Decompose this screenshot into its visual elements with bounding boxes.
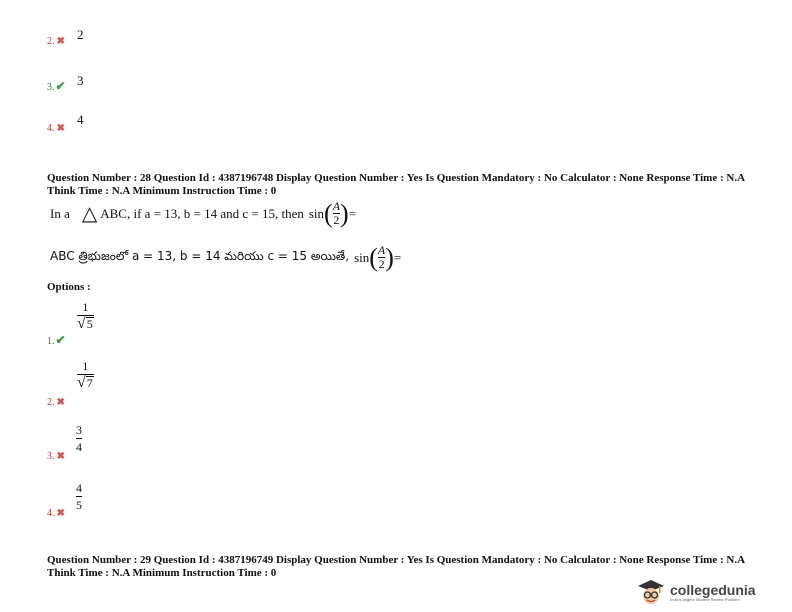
right-paren-icon: )	[340, 198, 349, 228]
logo-tagline: India's largest Student Review Platform	[670, 596, 740, 602]
logo-name: collegedunia	[670, 581, 756, 598]
equals-sign: =	[348, 205, 357, 221]
fraction-numerator: A	[377, 243, 386, 257]
wrong-icon: ✖	[56, 36, 65, 47]
question-body-telugu: ABC త్రిభుజంలో a = 13, b = 14 మరియు c = 15 అయితే,	[50, 249, 350, 263]
sin-label: sin	[308, 205, 325, 221]
option-3	[47, 446, 65, 464]
fraction-a-over-2	[333, 200, 340, 227]
numerator: 1	[82, 359, 89, 373]
option-number: 2.	[47, 36, 55, 47]
numerator: 3	[76, 423, 82, 437]
option-value: 3	[77, 73, 84, 88]
option-2-value	[77, 359, 94, 390]
options-label: Options :	[47, 281, 91, 293]
numerator: 1	[82, 300, 89, 314]
prev-option-2	[47, 27, 84, 49]
prev-option-3	[47, 73, 84, 95]
triangle-icon: △	[81, 203, 98, 225]
question-body: ABC, if a = 13, b = 14 and c = 15, then	[100, 205, 304, 221]
option-3-value	[76, 423, 82, 454]
question-29-header: Question Number : 29 Question Id : 4387196749 Display Question Number : Yes Is Question Mandatory : No Calculator : None Response Time : N.A Think Time : N.A Minimum Instruction Time : 0	[47, 554, 745, 579]
check-icon: ✔	[55, 79, 66, 93]
sqrt-denominator: √ 7	[77, 374, 93, 391]
denominator: 5	[76, 498, 82, 512]
option-number: 4.	[47, 508, 55, 519]
sin-label: sin	[354, 249, 370, 265]
wrong-icon: ✖	[56, 508, 65, 519]
option-number: 4.	[47, 123, 55, 134]
option-4	[47, 503, 65, 521]
option-number: 1.	[47, 336, 55, 347]
wrong-icon: ✖	[56, 451, 65, 462]
option-value: 4	[77, 112, 84, 127]
equals-sign: =	[393, 249, 402, 265]
question-28-text-english	[50, 200, 356, 227]
option-number: 3.	[47, 82, 55, 93]
graduate-mascot-icon	[634, 578, 668, 606]
sqrt-denominator: √ 5	[77, 315, 93, 332]
option-4-value	[76, 481, 82, 512]
left-paren-icon: (	[369, 242, 378, 272]
denominator: 4	[76, 440, 82, 454]
option-1-value	[77, 300, 94, 331]
fraction-numerator: A	[332, 199, 341, 213]
question-prefix: In a	[50, 205, 70, 221]
numerator: 4	[76, 481, 82, 495]
option-1	[47, 331, 66, 349]
question-28-text-telugu	[50, 244, 401, 271]
logo-wordmark	[670, 583, 756, 602]
wrong-icon: ✖	[56, 397, 65, 408]
fraction-denominator: 2	[378, 257, 385, 271]
option-number: 2.	[47, 397, 55, 408]
right-paren-icon: )	[385, 242, 394, 272]
option-number: 3.	[47, 451, 55, 462]
left-paren-icon: (	[324, 198, 333, 228]
prev-option-4	[47, 112, 84, 136]
fraction-denominator: 2	[333, 213, 340, 227]
option-value: 2	[77, 27, 84, 42]
question-28-header: Question Number : 28 Question Id : 4387196748 Display Question Number : Yes Is Question Mandatory : No Calculator : None Response Time : N.A Think Time : N.A Minimum Instruction Time : 0	[47, 172, 745, 197]
option-2	[47, 392, 65, 410]
collegedunia-logo	[634, 578, 756, 606]
wrong-icon: ✖	[56, 123, 65, 134]
sqrt-icon: √	[77, 315, 86, 332]
check-icon: ✔	[55, 333, 66, 347]
sqrt-icon: √	[77, 374, 86, 391]
fraction-a-over-2	[378, 244, 385, 271]
